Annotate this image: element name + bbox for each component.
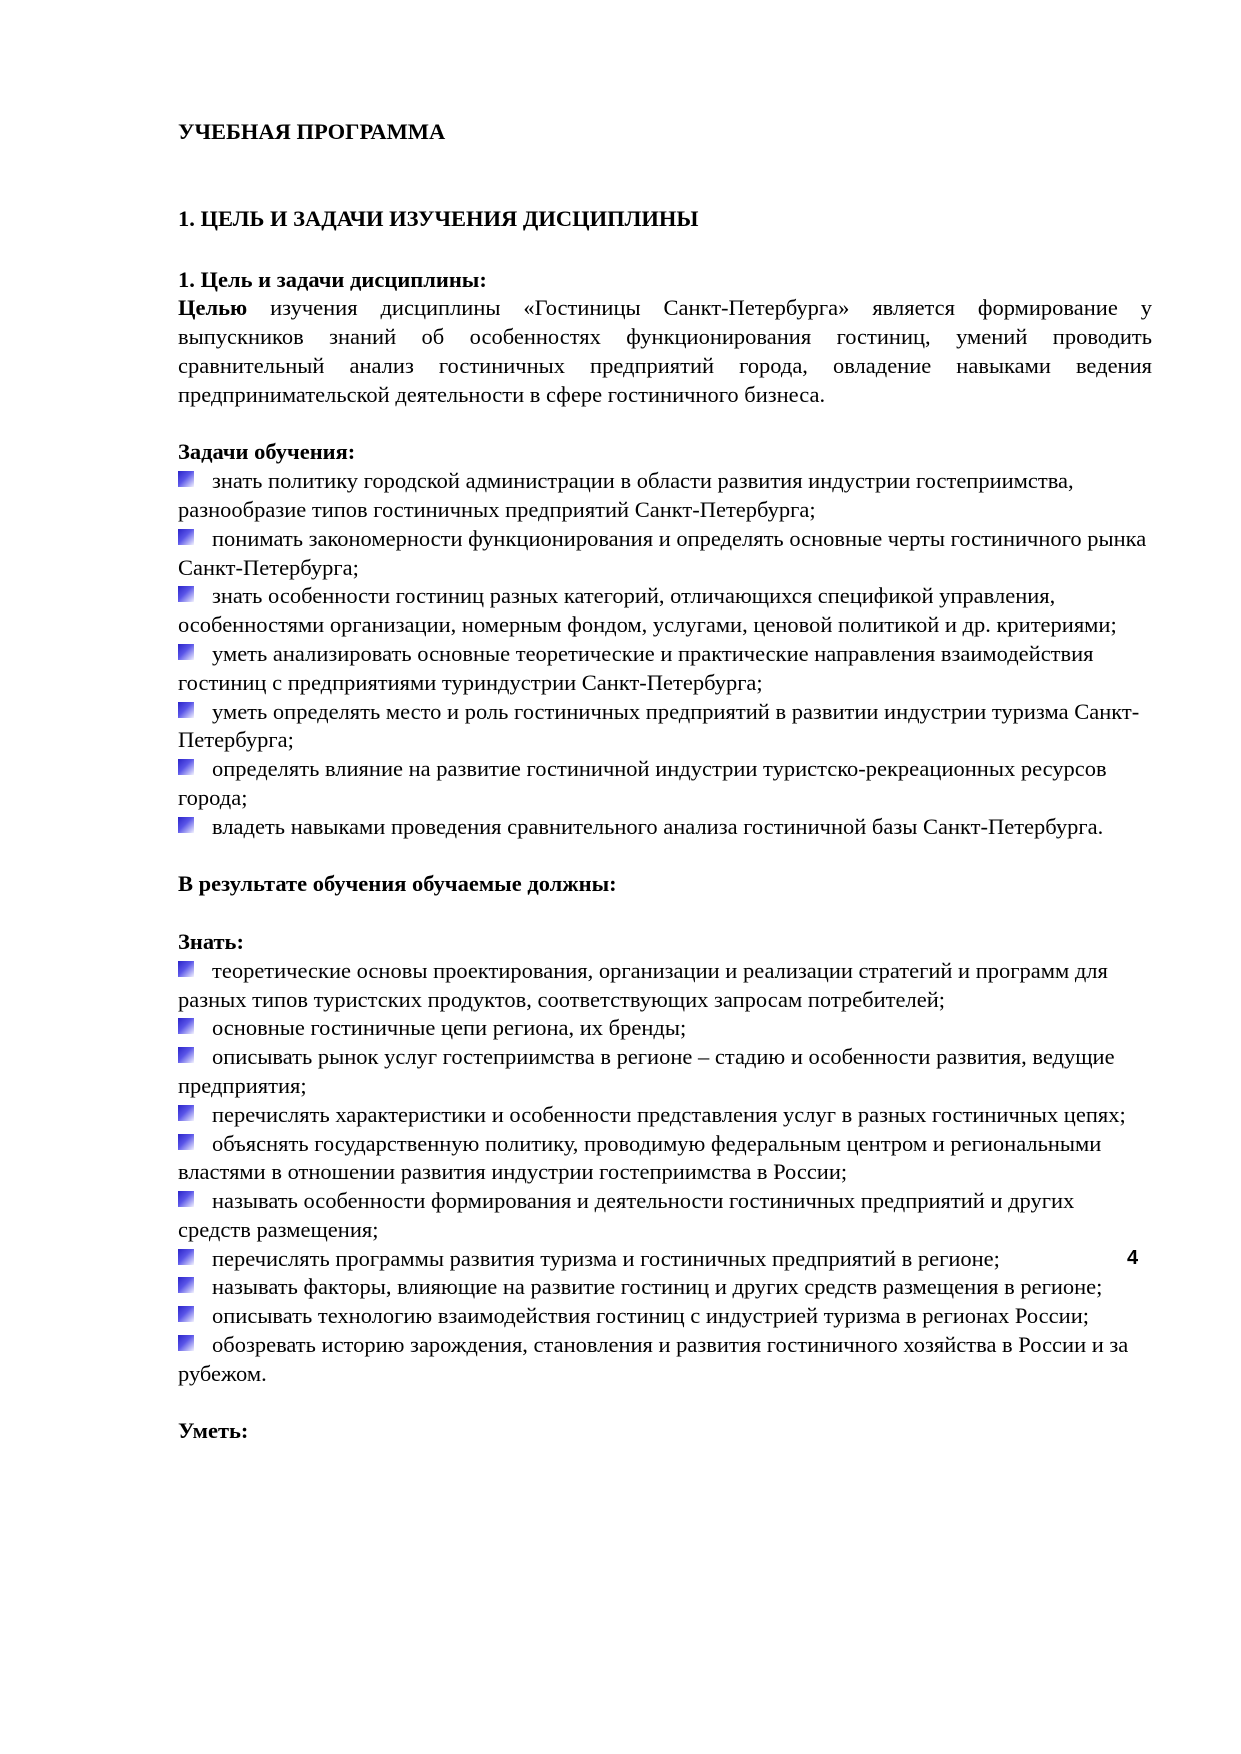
square-bullet-icon [178, 586, 194, 602]
spacer [178, 842, 1152, 871]
section-title: 1. ЦЕЛЬ И ЗАДАЧИ ИЗУЧЕНИЯ ДИСЦИПЛИНЫ [178, 205, 699, 231]
square-bullet-icon [178, 1018, 194, 1034]
list-item: уметь анализировать основные теоретические и практические направления взаимодействия гостиниц с предприятиями туриндустрии Санкт-Петербурга; [178, 640, 1094, 695]
square-bullet-icon [178, 759, 194, 775]
square-bullet-icon [178, 1105, 194, 1121]
square-bullet-icon [178, 1047, 194, 1063]
spacer [178, 410, 1152, 439]
goal-text: изучения дисциплины «Гостиницы Санкт-Петербурга» является формирование у выпускников знаний об особенностях функционирования гостиниц, умений проводить сравнительный анализ гостиничных предприятий города, овладение навыками ведения предпринимательской деятельности в сфере гостиничного бизнеса. [178, 295, 1152, 407]
list-item: описывать технологию взаимодействия гостиниц с индустрией туризма в регионах России; [178, 1302, 1152, 1331]
know-heading: Знать: [178, 928, 244, 954]
list-item: объяснять государственную политику, проводимую федеральным центром и региональными властями в отношении развития индустрии гостеприимства в России; [178, 1130, 1102, 1185]
list-item: называть факторы, влияющие на развитие гостиниц и других средств размещения в регионе; [178, 1273, 1152, 1302]
goal-paragraph [178, 294, 1152, 409]
square-bullet-icon [178, 961, 194, 977]
list-item: понимать закономерности функционирования и определять основные черты гостиничного рынка Санкт-Петербурга; [178, 525, 1147, 580]
list-item: знать политику городской администрации в области развития индустрии гостеприимства, разнообразие типов гостиничных предприятий Санкт-Петербурга; [178, 468, 1074, 522]
square-bullet-icon [178, 1335, 194, 1351]
list-item: определять влияние на развитие гостиничной индустрии туристско-рекреационных ресурсов города; [178, 756, 1107, 810]
spacer [178, 1389, 1152, 1418]
square-bullet-icon [178, 1306, 194, 1322]
document-page [178, 118, 1152, 1446]
subsection-title: 1. Цель и задачи дисциплины: [178, 266, 487, 292]
square-bullet-icon [178, 1249, 194, 1265]
goal-lead: Целью [178, 295, 248, 321]
tasks-heading: Задачи обучения: [178, 439, 356, 465]
list-item: знать особенности гостиниц разных категорий, отличающихся спецификой управления, особенностями организации, номерным фондом, услугами, ценовой политикой и др. критериями; [178, 583, 1117, 638]
know-list [178, 957, 1152, 1389]
spacer [178, 899, 1152, 928]
page-number: 4 [1127, 1247, 1139, 1269]
square-bullet-icon [178, 529, 194, 545]
list-item: называть особенности формирования и деятельности гостиничных предприятий и других средств размещения; [178, 1188, 1075, 1242]
square-bullet-icon [178, 644, 194, 660]
square-bullet-icon [178, 471, 194, 487]
document-title: УЧЕБНАЯ ПРОГРАММА [178, 119, 446, 144]
square-bullet-icon [178, 817, 194, 833]
square-bullet-icon [178, 1277, 194, 1293]
square-bullet-icon [178, 1134, 194, 1150]
square-bullet-icon [178, 1191, 194, 1207]
list-item: перечислять программы развития туризма и гостиничных предприятий в регионе; [178, 1245, 1152, 1274]
results-heading: В результате обучения обучаемые должны: [178, 871, 617, 897]
list-item: теоретические основы проектирования, организации и реализации стратегий и программ для разных типов туристских продуктов, соответствующих запросам потребителей; [178, 957, 1108, 1012]
list-item: основные гостиничные цепи региона, их бренды; [178, 1014, 1152, 1043]
skills-heading: Уметь: [178, 1418, 249, 1444]
square-bullet-icon [178, 702, 194, 718]
list-item: владеть навыками проведения сравнительного анализа гостиничной базы Санкт-Петербурга. [178, 813, 1152, 842]
list-item: уметь определять место и роль гостиничных предприятий в развитии индустрии туризма Санкт-Петербурга; [178, 698, 1140, 753]
list-item: перечислять характеристики и особенности представления услуг в разных гостиничных цепях; [178, 1101, 1152, 1130]
list-item: описывать рынок услуг гостеприимства в регионе – стадию и особенности развития, ведущие предприятия; [178, 1044, 1115, 1098]
tasks-list [178, 467, 1152, 841]
list-item: обозревать историю зарождения, становления и развития гостиничного хозяйства в России и за рубежом. [178, 1332, 1129, 1386]
